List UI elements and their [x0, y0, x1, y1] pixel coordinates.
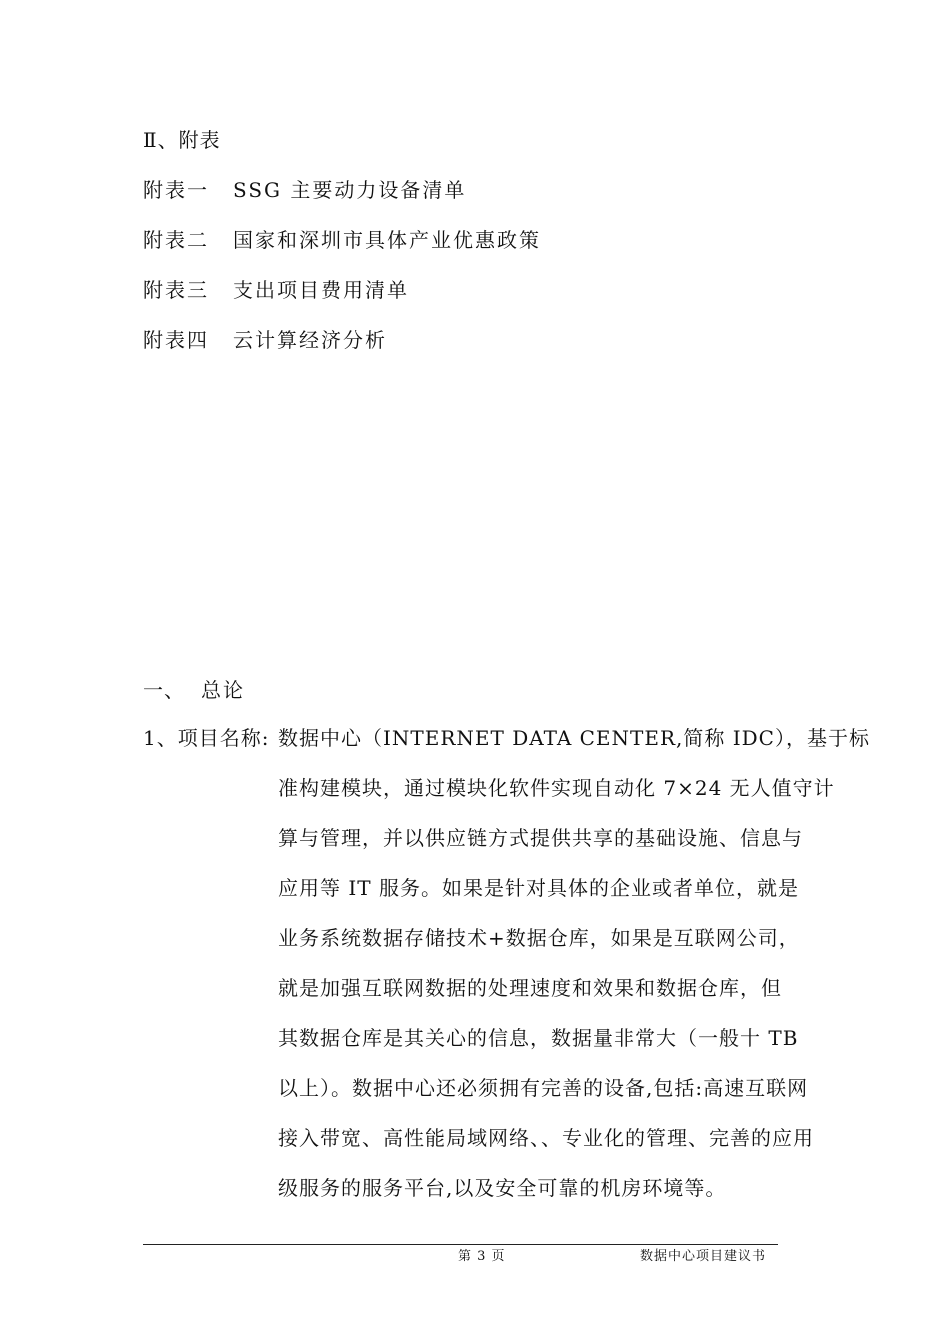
- paragraph-line: 数据中心（INTERNET DATA CENTER,简称 IDC），基于标: [278, 726, 870, 750]
- appendix-item: [143, 178, 466, 202]
- appendix-item-label: 附表二: [143, 228, 209, 252]
- paragraph-line: 其数据仓库是其关心的信息，数据量非常大（一般十 TB: [278, 1026, 799, 1050]
- footer-page-number: 第 3 页: [458, 1249, 506, 1264]
- appendix-item-title: 云计算经济分析: [233, 328, 387, 352]
- paragraph-line: 算与管理，并以供应链方式提供共享的基础设施、信息与: [278, 826, 803, 850]
- appendix-item-title: 支出项目费用清单: [233, 278, 409, 302]
- footer-document-title: 数据中心项目建议书: [640, 1249, 767, 1264]
- appendix-item-label: 附表四: [143, 328, 209, 352]
- appendix-item: [143, 278, 409, 302]
- section-heading: [143, 678, 245, 702]
- paragraph-line: 准构建模块，通过模块化软件实现自动化 7×24 无人值守计: [278, 776, 835, 800]
- paragraph-line: 就是加强互联网数据的处理速度和效果和数据仓库，但: [278, 976, 782, 1000]
- footer-divider: [143, 1244, 778, 1245]
- paragraph-line: 以上）。数据中心还必须拥有完善的设备,包括:高速互联网: [278, 1076, 809, 1100]
- paragraph-line: 业务系统数据存储技术+数据仓库，如果是互联网公司，: [278, 926, 800, 950]
- appendix-item-title: 国家和深圳市具体产业优惠政策: [233, 228, 541, 252]
- paragraph-line: 级服务的服务平台,以及安全可靠的机房环境等。: [278, 1176, 727, 1200]
- section-title: 总论: [201, 678, 245, 702]
- appendix-item: [143, 328, 387, 352]
- appendix-heading: Ⅱ、附表: [143, 128, 221, 152]
- section-number: 一、: [143, 678, 185, 702]
- appendix-item-label: 附表三: [143, 278, 209, 302]
- appendix-item: [143, 228, 541, 252]
- paragraph-line: 应用等 IT 服务。如果是针对具体的企业或者单位，就是: [278, 876, 799, 900]
- paragraph-line: 接入带宽、高性能局域网络、、专业化的管理、完善的应用: [278, 1126, 814, 1150]
- project-label: 1、项目名称:: [143, 726, 270, 750]
- appendix-item-label: 附表一: [143, 178, 209, 202]
- appendix-item-title: SSG 主要动力设备清单: [233, 178, 467, 202]
